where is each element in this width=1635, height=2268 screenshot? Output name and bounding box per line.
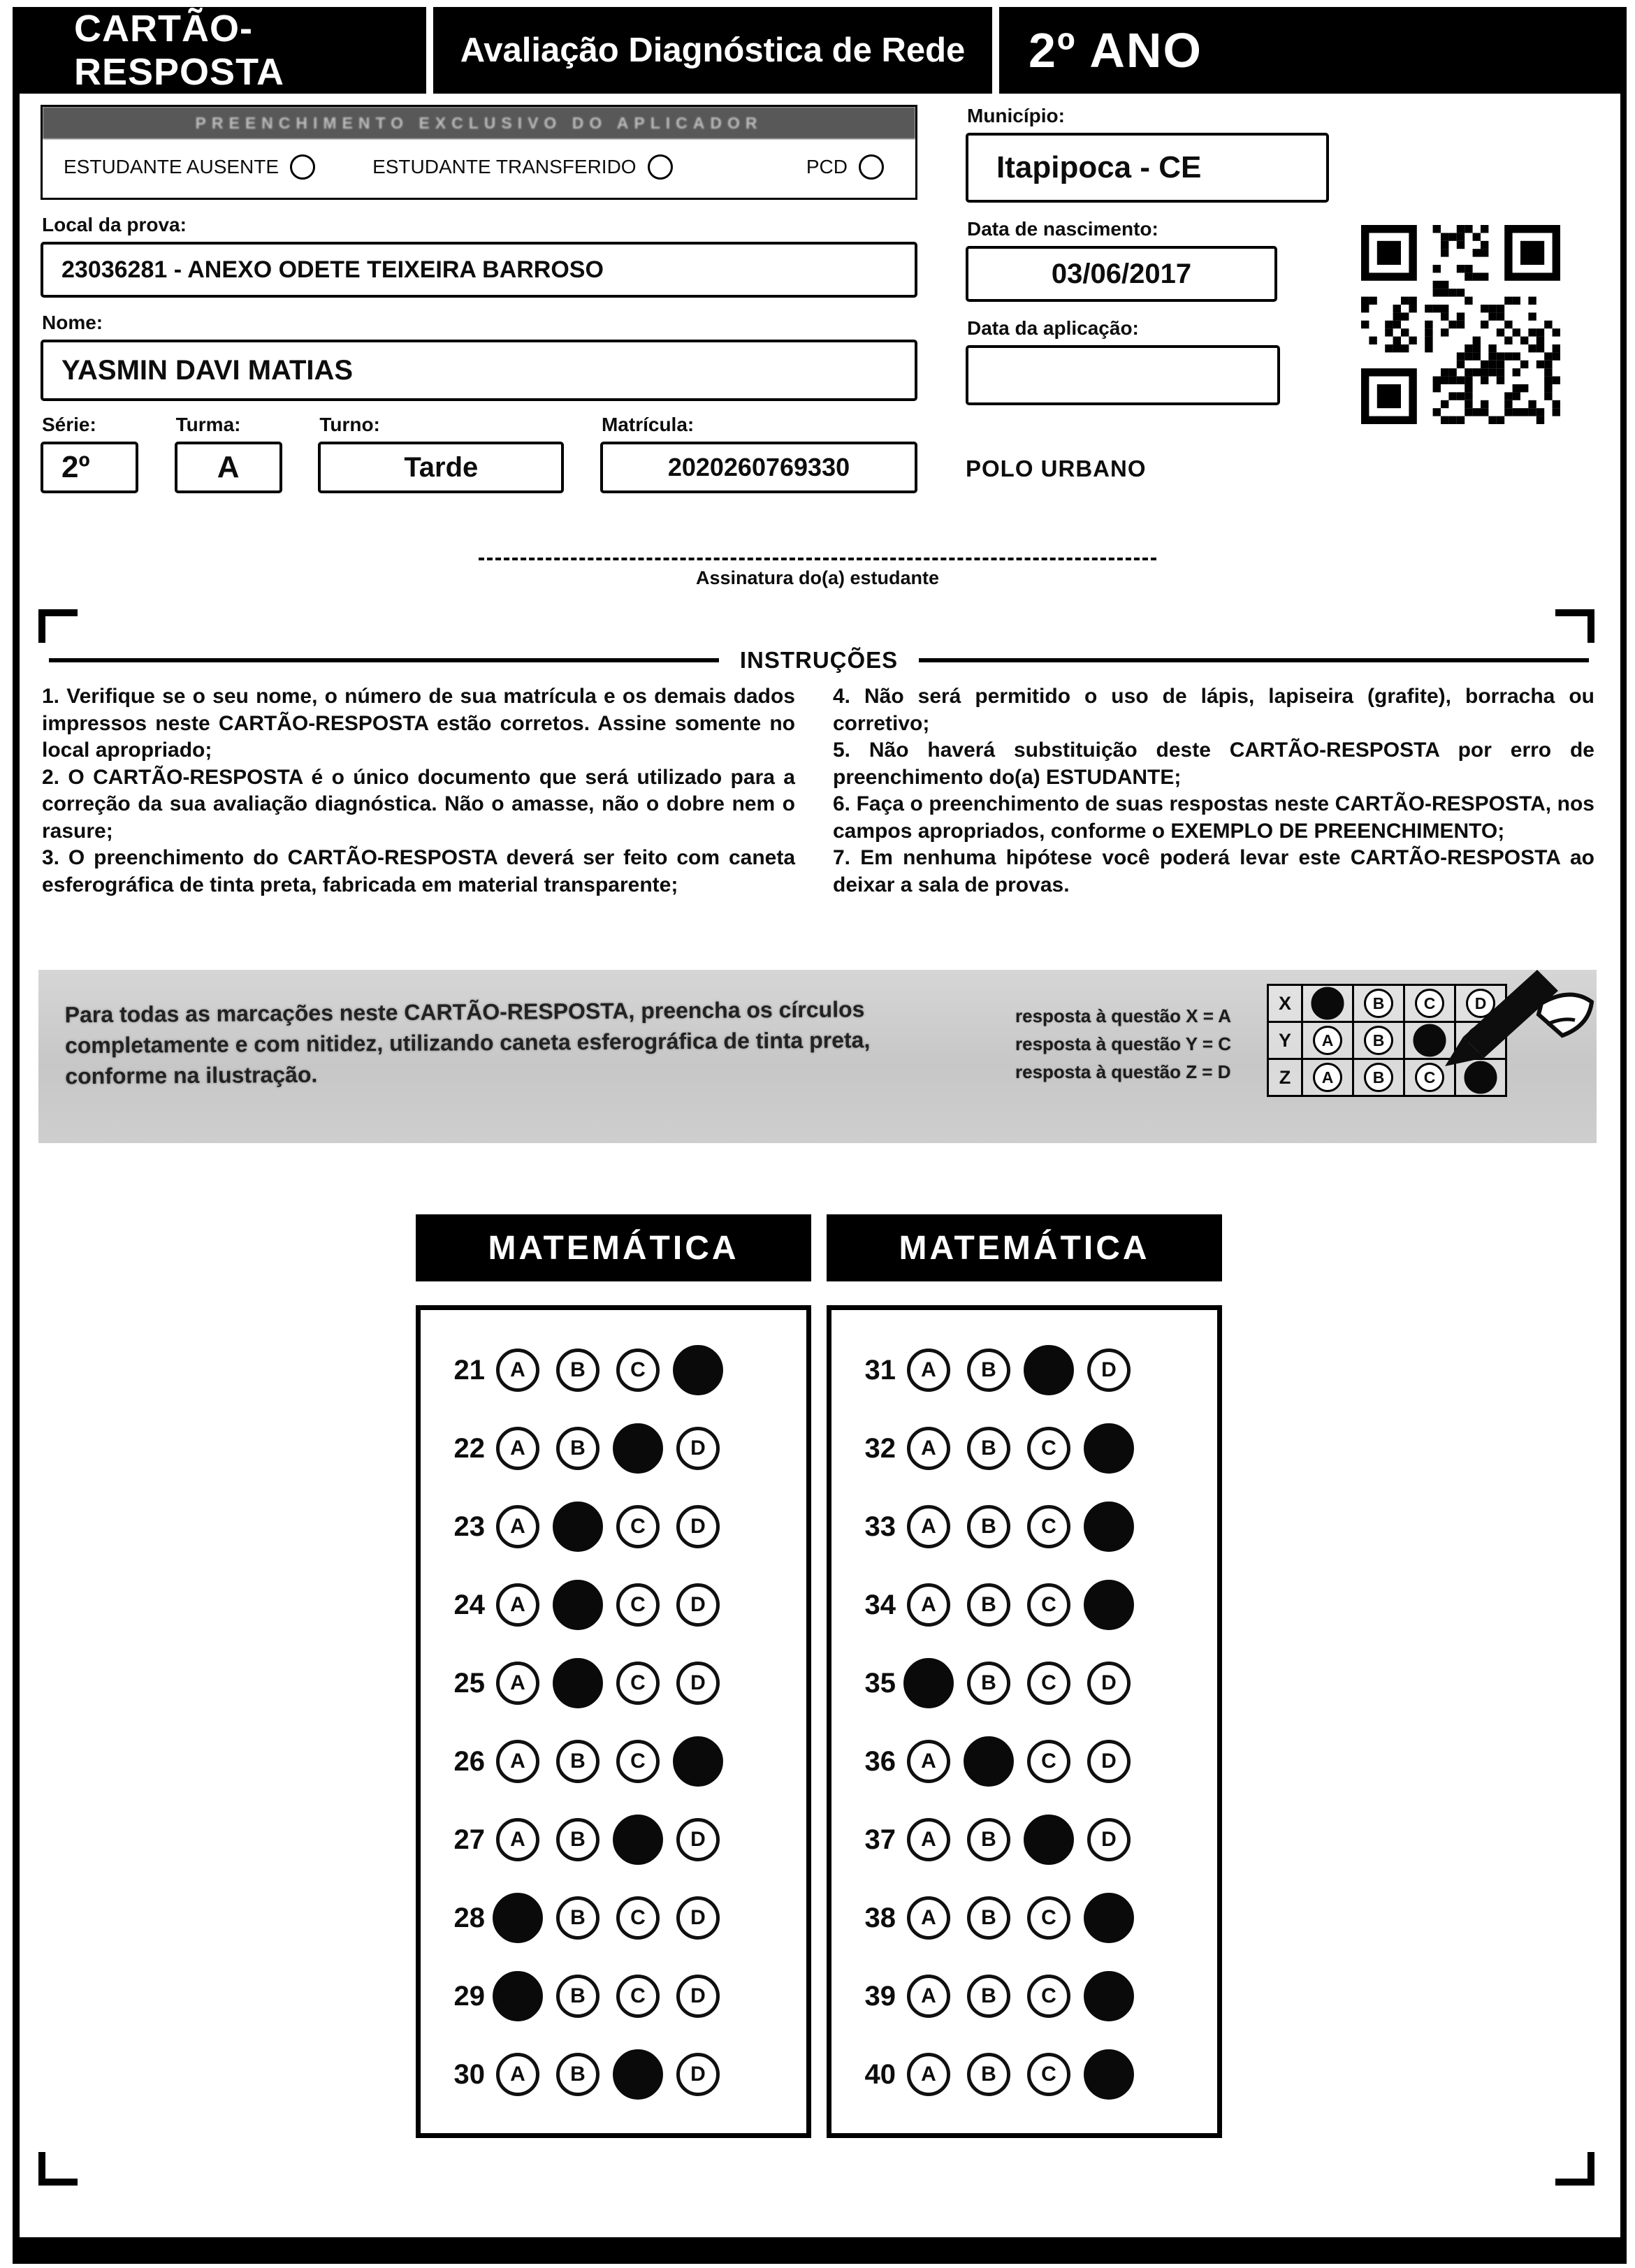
answer-row-23 [439, 1488, 806, 1566]
bubble-q32-D[interactable] [1084, 1423, 1134, 1474]
bubble-q22-B[interactable]: B [556, 1427, 600, 1470]
bubble-q29-B[interactable]: B [556, 1975, 600, 2018]
bubble-q23-B[interactable] [553, 1502, 603, 1552]
bubble-q38-C[interactable]: C [1027, 1896, 1070, 1940]
fill-example-legend [1015, 1002, 1231, 1086]
example-cell [1352, 1058, 1405, 1097]
serie-turma-turno-matricula-row [41, 414, 917, 493]
bubble-q22-A[interactable]: A [496, 1427, 539, 1470]
nascimento-label: Data de nascimento: [967, 218, 1158, 240]
turma-label: Turma: [175, 414, 241, 435]
page-border-bottom [13, 2237, 1627, 2264]
question-number: 34 [864, 1589, 896, 1620]
legend-line: resposta à questão Y = C [1015, 1033, 1232, 1054]
bubble-q38-A[interactable]: A [907, 1896, 950, 1940]
bubble-q39-C[interactable]: C [1027, 1975, 1070, 2018]
bubble-q39-B[interactable]: B [967, 1975, 1010, 2018]
bubble-q30-D[interactable]: D [676, 2053, 720, 2096]
aplicacao-label: Data da aplicação: [967, 317, 1139, 339]
student-data-left [41, 105, 917, 493]
bubble-q33-C[interactable]: C [1027, 1505, 1070, 1548]
bubble-q23-D[interactable]: D [676, 1505, 720, 1548]
municipio-value: Itapipoca - CE [966, 133, 1329, 203]
answer-row-30 [439, 2035, 806, 2114]
bubble-q21-B[interactable]: B [556, 1349, 600, 1392]
bubble-q32-A[interactable]: A [907, 1427, 950, 1470]
serie-group [41, 414, 138, 493]
answer-row-22 [439, 1409, 806, 1488]
bubble-q34-B[interactable]: B [967, 1583, 1010, 1627]
bubble-q35-C[interactable]: C [1027, 1662, 1070, 1705]
answer-row-31 [850, 1331, 1217, 1409]
bubble-q40-B[interactable]: B [967, 2053, 1010, 2096]
bubble-q25-D[interactable]: D [676, 1662, 720, 1705]
example-bubble-Z-C: C [1415, 1063, 1444, 1092]
question-number: 40 [864, 2058, 896, 2090]
example-row-label: Z [1267, 1058, 1303, 1097]
crop-mark-bottom-left [38, 2152, 78, 2186]
nome-value: YASMIN DAVI MATIAS [41, 340, 917, 401]
bubble-q33-B[interactable]: B [967, 1505, 1010, 1548]
matricula-label: Matrícula: [601, 414, 695, 435]
bubble-q36-C[interactable]: C [1027, 1740, 1070, 1783]
bubble-q21-A[interactable]: A [496, 1349, 539, 1392]
page-border-left [13, 8, 20, 2264]
question-number: 30 [453, 2058, 485, 2090]
bubble-q28-A[interactable] [493, 1893, 543, 1943]
instruction-item: 4. Não será permitido o uso de lápis, lapiseira (grafite), borracha ou corretivo; [833, 685, 1594, 735]
answer-row-24 [439, 1566, 806, 1644]
example-bubble-X-A [1311, 987, 1344, 1019]
signature-block [479, 558, 1156, 589]
bubble-q31-A[interactable]: A [907, 1349, 950, 1392]
bubble-q27-A[interactable]: A [496, 1818, 539, 1861]
example-bubble-X-B: B [1364, 989, 1393, 1018]
bubble-q29-C[interactable]: C [616, 1975, 660, 2018]
bubble-q31-D[interactable]: D [1087, 1349, 1131, 1392]
instruction-item: 1. Verifique se o seu nome, o número de sua matrícula e os demais dados impressos neste CARTÃO-RESPOSTA estão corretos. Assine somente no local apropriado; [42, 685, 795, 762]
question-number: 28 [453, 1902, 485, 1933]
question-number: 21 [453, 1354, 485, 1386]
question-number: 37 [864, 1824, 896, 1855]
answer-row-28 [439, 1879, 806, 1957]
bubble-q27-B[interactable]: B [556, 1818, 600, 1861]
example-row-label: X [1267, 984, 1303, 1023]
bubble-q28-B[interactable]: B [556, 1896, 600, 1940]
bubble-q37-B[interactable]: B [967, 1818, 1010, 1861]
bubble-q27-D[interactable]: D [676, 1818, 720, 1861]
bubble-q23-C[interactable]: C [616, 1505, 660, 1548]
bubble-q35-B[interactable]: B [967, 1662, 1010, 1705]
nascimento-value: 03/06/2017 [966, 246, 1277, 302]
crop-mark-bottom-right [1555, 2152, 1594, 2186]
bubble-q26-A[interactable]: A [496, 1740, 539, 1783]
bubble-q40-A[interactable]: A [907, 2053, 950, 2096]
bubble-q28-D[interactable]: D [676, 1896, 720, 1940]
instructions-title: INSTRUÇÕES [739, 647, 899, 673]
page-title: CARTÃO-RESPOSTA [13, 7, 426, 94]
instruction-item: 5. Não haverá substituição deste CARTÃO-RESPOSTA por erro de preenchimento do(a) ESTUDANTE; [833, 739, 1594, 789]
question-number: 35 [864, 1667, 896, 1699]
example-bubble-X-D: D [1466, 989, 1495, 1018]
bubble-q25-A[interactable]: A [496, 1662, 539, 1705]
applicator-panel [41, 105, 917, 200]
bubble-q38-D[interactable] [1084, 1893, 1134, 1943]
answer-row-29 [439, 1957, 806, 2035]
fill-instructions-text: Para todas as marcações neste CARTÃO-RESPOSTA, preencha os círculos completamente e com nitidez, utilizando caneta esferográfica de tinta preta, conforme na ilustração. [64, 996, 871, 1089]
bubble-q26-D[interactable] [673, 1736, 723, 1787]
bubble-q32-C[interactable]: C [1027, 1427, 1070, 1470]
checkbox-circle[interactable] [290, 154, 315, 180]
bubble-q35-D[interactable]: D [1087, 1662, 1131, 1705]
bubble-q34-C[interactable]: C [1027, 1583, 1070, 1627]
checkbox-circle[interactable] [648, 154, 673, 180]
status-checkbox-row [43, 139, 915, 198]
answer-row-36 [850, 1722, 1217, 1801]
applicator-bar-label: PREENCHIMENTO EXCLUSIVO DO APLICADOR [43, 107, 915, 139]
subject-header-left: MATEMÁTICA [416, 1214, 811, 1281]
bubble-q25-C[interactable]: C [616, 1662, 660, 1705]
grade-label: 2º ANO [999, 7, 1627, 94]
answer-row-33 [850, 1488, 1217, 1566]
bubble-q22-D[interactable]: D [676, 1427, 720, 1470]
example-cell [1301, 1021, 1354, 1060]
turno-group [318, 414, 564, 493]
legend-line: resposta à questão Z = D [1015, 1061, 1231, 1082]
answer-row-27 [439, 1801, 806, 1879]
bubble-q33-A[interactable]: A [907, 1505, 950, 1548]
crop-mark-top-left [38, 609, 78, 643]
student-data-right [966, 105, 1329, 482]
question-number: 29 [453, 1980, 485, 2012]
checkbox-circle[interactable] [859, 154, 884, 180]
nome-label: Nome: [42, 312, 103, 333]
checkbox-label: ESTUDANTE TRANSFERIDO [372, 156, 637, 177]
question-number: 39 [864, 1980, 896, 2012]
checkbox-estudante-transferido[interactable] [372, 154, 673, 180]
question-number: 24 [453, 1589, 485, 1620]
question-number: 26 [453, 1745, 485, 1777]
instruction-item: 7. Em nenhuma hipótese você poderá levar este CARTÃO-RESPOSTA ao deixar a sala de provas. [833, 846, 1594, 896]
checkbox-estudante-ausente[interactable] [64, 154, 315, 180]
legend-line: resposta à questão X = A [1015, 1005, 1231, 1026]
bubble-q32-B[interactable]: B [967, 1427, 1010, 1470]
bubble-q34-A[interactable]: A [907, 1583, 950, 1627]
subject-header-right: MATEMÁTICA [827, 1214, 1222, 1281]
signature-label: Assinatura do(a) estudante [695, 567, 940, 588]
serie-value: 2º [41, 442, 138, 493]
bubble-q35-A[interactable] [903, 1658, 954, 1708]
bubble-q24-B[interactable] [553, 1580, 603, 1630]
bubble-q28-C[interactable]: C [616, 1896, 660, 1940]
bubble-q36-B[interactable] [964, 1736, 1014, 1787]
answer-row-34 [850, 1566, 1217, 1644]
fill-example-band [38, 970, 1597, 1143]
question-number: 38 [864, 1902, 896, 1933]
turno-label: Turno: [319, 414, 380, 435]
example-bubble-Y-A: A [1313, 1026, 1342, 1055]
bubble-q25-B[interactable] [553, 1658, 603, 1708]
matricula-group [600, 414, 917, 493]
bubble-q33-D[interactable] [1084, 1502, 1134, 1552]
bubble-q38-B[interactable]: B [967, 1896, 1010, 1940]
aplicacao-value [966, 345, 1280, 405]
answer-row-35 [850, 1644, 1217, 1722]
checkbox-label: ESTUDANTE AUSENTE [64, 156, 279, 177]
municipio-label: Município: [967, 105, 1065, 126]
bubble-q31-C[interactable] [1024, 1345, 1074, 1395]
answer-row-38 [850, 1879, 1217, 1957]
answer-row-40 [850, 2035, 1217, 2114]
signature-line[interactable] [479, 558, 1156, 560]
local-label: Local da prova: [42, 214, 187, 235]
turma-value: A [175, 442, 282, 493]
question-number: 23 [453, 1511, 485, 1542]
bubble-q29-A[interactable] [493, 1971, 543, 2021]
bubble-q31-B[interactable]: B [967, 1349, 1010, 1392]
instructions-left-column [42, 683, 795, 899]
instructions-rule-right [919, 658, 1589, 662]
bubble-q37-A[interactable]: A [907, 1818, 950, 1861]
checkbox-pcd[interactable] [806, 154, 884, 180]
bubble-q36-A[interactable]: A [907, 1740, 950, 1783]
turno-value: Tarde [318, 442, 564, 493]
turma-group [175, 414, 282, 493]
bubble-q21-D[interactable] [673, 1345, 723, 1395]
bubble-q24-A[interactable]: A [496, 1583, 539, 1627]
question-number: 36 [864, 1745, 896, 1777]
bubble-q24-D[interactable]: D [676, 1583, 720, 1627]
qr-code [1361, 225, 1560, 424]
page-border-right [1620, 8, 1627, 2264]
hand-pen-illustration [1435, 960, 1599, 1068]
serie-label: Série: [42, 414, 96, 435]
question-number: 25 [453, 1667, 485, 1699]
crop-mark-top-right [1555, 609, 1594, 643]
bubble-q23-A[interactable]: A [496, 1505, 539, 1548]
question-number: 31 [864, 1354, 896, 1386]
answer-grid-1 [827, 1305, 1222, 2138]
instruction-item: 3. O preenchimento do CARTÃO-RESPOSTA deverá ser feito com caneta esferográfica de tinta preta, fabricada em material transparente; [42, 846, 795, 896]
bubble-q39-A[interactable]: A [907, 1975, 950, 2018]
bubble-q39-D[interactable] [1084, 1971, 1134, 2021]
instructions-rule-left [49, 658, 719, 662]
bubble-q22-C[interactable] [613, 1423, 663, 1474]
header [13, 7, 1627, 94]
answer-row-26 [439, 1722, 806, 1801]
bubble-q30-A[interactable]: A [496, 2053, 539, 2096]
example-bubble-Y-B: B [1364, 1026, 1393, 1055]
example-bubble-X-C: C [1415, 989, 1444, 1018]
answer-row-21 [439, 1331, 806, 1409]
matricula-value: 2020260769330 [600, 442, 917, 493]
example-cell [1301, 984, 1354, 1023]
bubble-q27-C[interactable] [613, 1815, 663, 1865]
bubble-q21-C[interactable]: C [616, 1349, 660, 1392]
assessment-title: Avaliação Diagnóstica de Rede [433, 7, 992, 94]
polo-label: POLO URBANO [966, 456, 1147, 481]
bubble-q29-D[interactable]: D [676, 1975, 720, 2018]
example-bubble-Z-B: B [1364, 1063, 1393, 1092]
instructions-right-column [833, 683, 1594, 899]
bubble-q26-C[interactable]: C [616, 1740, 660, 1783]
bubble-q36-D[interactable]: D [1087, 1740, 1131, 1783]
question-number: 27 [453, 1824, 485, 1855]
bubble-q37-D[interactable]: D [1087, 1818, 1131, 1861]
bubble-q40-C[interactable]: C [1027, 2053, 1070, 2096]
example-bubble-Z-A: A [1313, 1063, 1342, 1092]
instruction-item: 2. O CARTÃO-RESPOSTA é o único documento que será utilizado para a correção da sua avaliação diagnóstica. Não o amasse, não o dobre nem o rasure; [42, 765, 795, 843]
bubble-q34-D[interactable] [1084, 1580, 1134, 1630]
example-row-label: Y [1267, 1021, 1303, 1060]
bubble-q37-C[interactable] [1024, 1815, 1074, 1865]
question-number: 22 [453, 1432, 485, 1464]
example-cell [1301, 1058, 1354, 1097]
instruction-item: 6. Faça o preenchimento de suas respostas neste CARTÃO-RESPOSTA, nos campos apropriados, conforme o EXEMPLO DE PREENCHIMENTO; [833, 792, 1594, 843]
bubble-q26-B[interactable]: B [556, 1740, 600, 1783]
answer-row-37 [850, 1801, 1217, 1879]
checkbox-label: PCD [806, 156, 848, 177]
answer-row-39 [850, 1957, 1217, 2035]
example-cell [1352, 1021, 1405, 1060]
question-number: 33 [864, 1511, 896, 1542]
example-cell [1352, 984, 1405, 1023]
bubble-q30-B[interactable]: B [556, 2053, 600, 2096]
answer-grid-0 [416, 1305, 811, 2138]
local-value: 23036281 - ANEXO ODETE TEIXEIRA BARROSO [41, 242, 917, 298]
bubble-q30-C[interactable] [613, 2049, 663, 2100]
answer-row-32 [850, 1409, 1217, 1488]
answer-row-25 [439, 1644, 806, 1722]
bubble-q24-C[interactable]: C [616, 1583, 660, 1627]
question-number: 32 [864, 1432, 896, 1464]
bubble-q40-D[interactable] [1084, 2049, 1134, 2100]
instructions-header [49, 647, 1589, 674]
